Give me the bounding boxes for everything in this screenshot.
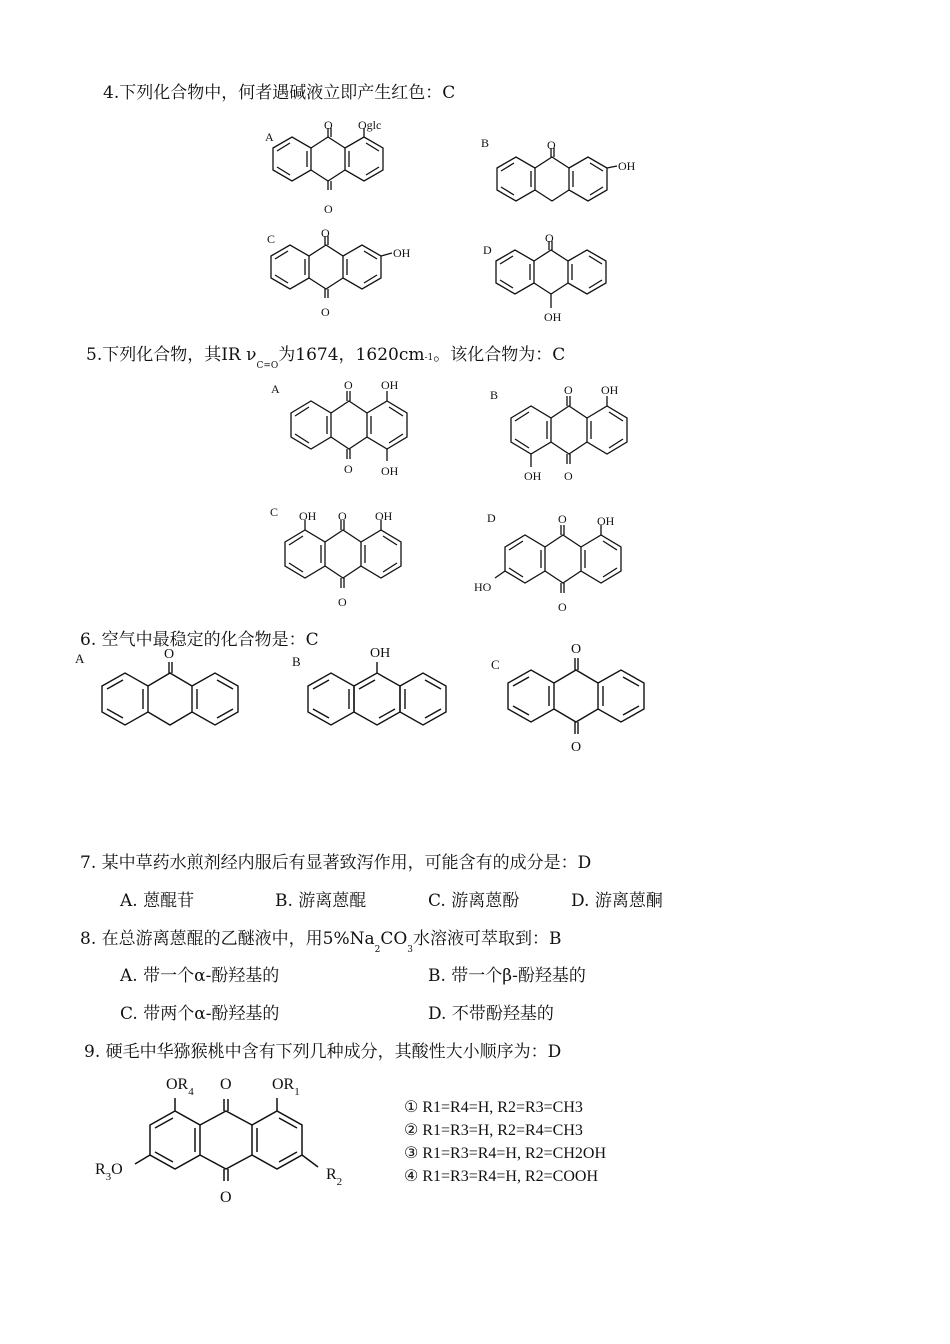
q5-stem-sub: C=O: [256, 361, 279, 371]
q9-or4-sub: 4: [188, 1086, 194, 1098]
q5-c-oh-left: OH: [299, 509, 317, 523]
q5-stem-pre: 5.下列化合物，其IR ν: [86, 345, 257, 365]
q7-option-a: A. 蒽醌苷: [120, 891, 195, 911]
q5-label-b: B: [490, 388, 499, 402]
q9-r3o-text: R: [95, 1161, 106, 1178]
q5-stem-post: 。该化合物为：C: [433, 345, 566, 365]
q5-label-a: A: [271, 382, 280, 396]
q4-a-oglc: Oglc: [358, 118, 382, 132]
q9-r2-sub: 2: [336, 1176, 343, 1188]
q9-r3o-sub: 3: [105, 1171, 112, 1183]
q7-option-d: D. 游离蒽酮: [571, 891, 663, 911]
q6-b-oh: OH: [370, 646, 391, 661]
q4-stem: 4.下列化合物中，何者遇碱液立即产生红色：C: [103, 83, 456, 103]
q4-label-b: B: [481, 136, 490, 150]
q5-c-o-top: O: [338, 509, 347, 523]
q8-stem-mid: CO: [380, 929, 408, 949]
q9-condition-2: ② R1=R3=H, R2=R4=CH3: [404, 1122, 583, 1139]
q4-b-oh: OH: [618, 159, 636, 173]
q4-label-c: C: [267, 232, 276, 246]
q8-stem-post: 水溶液可萃取到：B: [413, 929, 562, 949]
q8-option-c: C. 带两个α-酚羟基的: [120, 1004, 280, 1024]
q9-or1-text: OR: [272, 1076, 295, 1093]
q5-a-oh-top: OH: [381, 378, 399, 392]
q6-label-a: A: [75, 651, 85, 666]
q4-d-oh: OH: [544, 310, 562, 324]
q5-label-c: C: [270, 505, 279, 519]
q9-o-top: O: [220, 1076, 232, 1093]
q5-a-o-bottom: O: [344, 462, 353, 476]
q5-d-o-bottom: O: [558, 600, 567, 614]
q9-condition-4: ④ R1=R3=R4=H, R2=COOH: [404, 1168, 599, 1185]
q5-d-o-top: O: [558, 512, 567, 526]
q6-c-o-top: O: [571, 642, 582, 657]
q7-option-c: C. 游离蒽酚: [428, 891, 520, 911]
q9-condition-1: ① R1=R4=H, R2=R3=CH3: [404, 1099, 583, 1116]
q5-a-oh-bottom: OH: [381, 464, 399, 478]
q5-c-oh-right: OH: [375, 509, 393, 523]
q4-c-oh: OH: [393, 246, 411, 260]
q9-or4-text: OR: [166, 1076, 189, 1093]
q7-option-b: B. 游离蒽醌: [275, 891, 367, 911]
q8-option-b: B. 带一个β-酚羟基的: [428, 966, 586, 986]
q9-or4: [166, 1076, 194, 1098]
q6-stem: 6. 空气中最稳定的化合物是：C: [80, 630, 319, 650]
q5-d-oh-top: OH: [597, 514, 615, 528]
q9-r3o-tail: O: [111, 1161, 123, 1178]
q5-a-o-top: O: [344, 378, 353, 392]
q8-stem-pre: 8. 在总游离蒽醌的乙醚液中，用5%Na: [80, 929, 375, 949]
q6-label-c: C: [491, 657, 500, 672]
q8-stem-sub1: 2: [374, 945, 381, 955]
q6-c-o-bottom: O: [571, 740, 582, 755]
q5-c-o-bottom: O: [338, 595, 347, 609]
q5-b-oh-top: OH: [601, 383, 619, 397]
q4-a-o-bottom: O: [324, 202, 333, 216]
q4-label-a: A: [265, 130, 274, 144]
q6-a-o: O: [164, 647, 175, 662]
q5-d-ho: HO: [474, 580, 492, 594]
q4-a-o-top: O: [324, 118, 333, 132]
q5-label-d: D: [487, 511, 496, 525]
q5-stem-mid: 为1674，1620cm: [278, 345, 425, 365]
q9-r3o: [95, 1161, 123, 1183]
q8-option-d: D. 不带酚羟基的: [428, 1004, 554, 1024]
q4-b-o: O: [547, 138, 556, 152]
q5-b-o-top: O: [564, 383, 573, 397]
q4-c-o-top: O: [321, 226, 330, 240]
q9-o-bottom: O: [220, 1189, 232, 1206]
q9-r2: [326, 1166, 343, 1188]
q9-r2-text: R: [326, 1166, 337, 1183]
q4-d-o: O: [545, 231, 554, 245]
q6-label-b: B: [292, 654, 301, 669]
q4-label-d: D: [483, 243, 492, 257]
q9-or1-sub: 1: [294, 1086, 300, 1098]
q9-stem: 9. 硬毛中华猕猴桃中含有下列几种成分，其酸性大小顺序为：D: [84, 1042, 562, 1062]
q8-stem-sub2: 3: [407, 945, 414, 955]
q7-stem: 7. 某中草药水煎剂经内服后有显著致泻作用，可能含有的成分是：D: [80, 853, 592, 873]
q5-b-oh-bottom: OH: [524, 469, 542, 483]
q9-condition-3: ③ R1=R3=R4=H, R2=CH2OH: [404, 1145, 607, 1162]
q5-b-o-bottom: O: [564, 469, 573, 483]
q9-or1: [272, 1076, 300, 1098]
q8-option-a: A. 带一个α-酚羟基的: [120, 966, 280, 986]
q4-c-o-bottom: O: [321, 305, 330, 319]
q5-stem-sup: -1: [424, 353, 434, 363]
